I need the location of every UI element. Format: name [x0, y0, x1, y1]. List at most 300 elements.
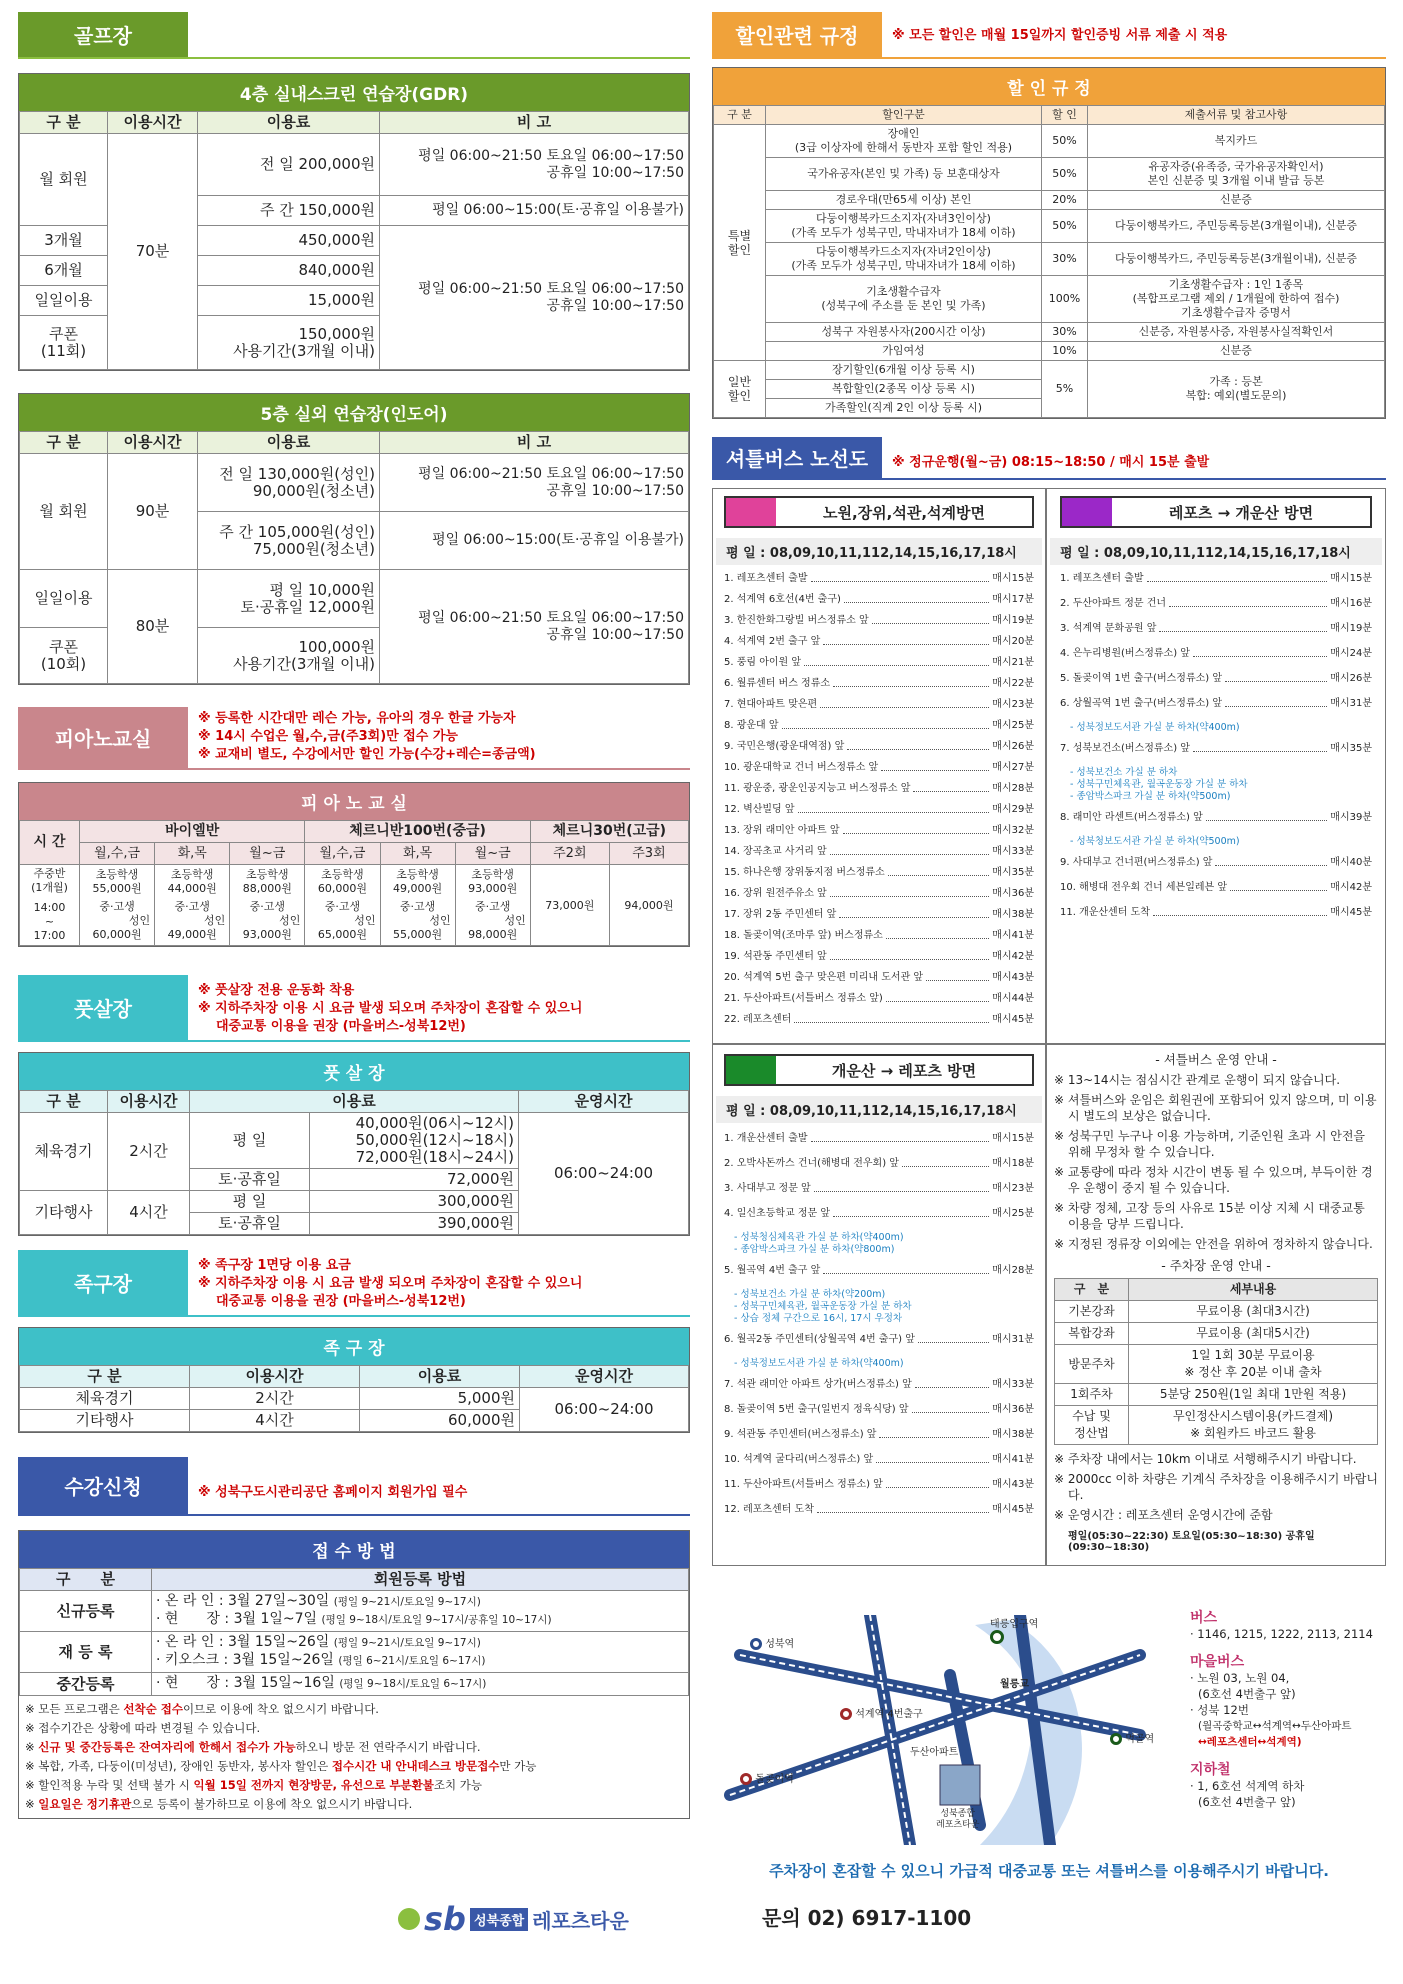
- piano-row-2: (1개월): [31, 881, 68, 894]
- route-stop: 6. 월류센터 버스 정류소 매시22분: [724, 678, 1034, 689]
- indoor-fee-day-b: 75,000원(청소년): [252, 539, 375, 558]
- discount-general-row: 가족할인(직계 2인 이상 등록 시): [714, 399, 1385, 418]
- piano-adv3: 94,000원: [609, 865, 688, 946]
- piano-price-cell: 초등학생 49,000원 중·고생 성인 55,000원: [380, 865, 455, 946]
- jokgu-note-1: ※ 족구장 1면당 이용 요금: [198, 1258, 351, 1273]
- gdr-note-b-a: 평일 06:00~21:50 토요일 06:00~17:50: [418, 280, 684, 297]
- gdr-h-time: 이용시간: [108, 112, 198, 134]
- signup-footnote: ※ 복합, 가족, 다둥이(미성년), 장애인 동반자, 봉사자 할인은 접수시간 내 안내데스크 방문접수만 가능: [25, 1759, 537, 1773]
- gdr-3m-fee: 450,000원: [198, 226, 380, 256]
- futsal-note-1: ※ 풋살장 전용 운동화 착용: [198, 983, 355, 998]
- jokgu-sports: 체육경기: [20, 1388, 190, 1410]
- piano-price-cell: 초등학생 60,000원 중·고생 성인 65,000원: [305, 865, 380, 946]
- map-label-2: 태릉입구역: [990, 1615, 1038, 1647]
- gdr-6m: 6개월: [20, 256, 108, 286]
- route2-title-box: [1060, 496, 1372, 528]
- piano-day-5: 화,목: [380, 843, 455, 865]
- jokgu-sports-time: 2시간: [190, 1388, 360, 1410]
- disc-h-type: 할인구분: [766, 106, 1042, 125]
- park-h-detail: 세부내용: [1129, 1279, 1378, 1301]
- jokgu-title: 족 구 장: [19, 1328, 689, 1365]
- route-stop: 9. 석관동 주민센터(버스정류소) 앞 매시38분: [724, 1429, 1034, 1440]
- map-label-4: 석계역 4번출구: [840, 1705, 923, 1720]
- sports-town-building-icon: [940, 1765, 980, 1805]
- futsal-title: 풋 살 장: [19, 1053, 689, 1090]
- route2-stop-list: [1060, 572, 1372, 931]
- route-stop: 1. 레포츠센터 출발 매시15분: [724, 573, 1034, 584]
- disc-h-docs: 제출서류 및 참고사항: [1088, 106, 1385, 125]
- route-stop: 11. 개운산센터 도착 매시45분: [1060, 907, 1372, 918]
- logo-brand: 성북종합: [470, 1908, 528, 1931]
- indoor-fee-all-b: 90,000원(청소년): [252, 481, 375, 500]
- route-stop: 9. 국민은행(광운대역점) 앞 매시26분: [724, 741, 1034, 752]
- gdr-note-day: 평일 06:00~15:00(토·공휴일 이용불가): [380, 196, 689, 226]
- route2-schedule: 평 일 : 08,09,10,11,112,14,15,16,17,18시: [1050, 538, 1382, 565]
- route-stop: 21. 두산아파트(서틀버스 정류소 앞) 매시44분: [724, 993, 1034, 1004]
- route-stop: 4. 석계역 2번 출구 앞 매시20분: [724, 636, 1034, 647]
- piano-day-8: 주3회: [609, 843, 688, 865]
- signup-table: [19, 1568, 689, 1696]
- jokgu-table-box: [18, 1327, 690, 1433]
- signup-section-header: [18, 1457, 690, 1516]
- disc-special: 특별 할인: [714, 125, 766, 361]
- route-stop: 10. 광운대학교 건너 버스정류소 앞 매시27분: [724, 762, 1034, 773]
- stop-note: - 성북청심체육관 가실 분 하차(약400m): [734, 1232, 904, 1243]
- piano-section-title: 피아노교실: [18, 707, 188, 768]
- piano-note-3: ※ 교재비 별도, 수강에서만 할인 가능(수강+레슨=종금액): [198, 747, 536, 762]
- futsal-holiday-fee: 72,000원: [310, 1169, 519, 1191]
- stop-note: - 종암박스파크 가실 분 하차(약500m): [1070, 791, 1231, 802]
- park-note: ※ 운영시간 : 레포츠센터 운영시간에 준함: [1054, 1508, 1273, 1522]
- indoor-time-80: 80분: [108, 570, 198, 684]
- route3-color-tag: [726, 1056, 776, 1084]
- signup-footnotes: [19, 1696, 689, 1818]
- piano-day-6: 월~금: [455, 843, 530, 865]
- piano-price-cell: 초등학생 55,000원 중·고생 성인 60,000원: [80, 865, 155, 946]
- stop-note: - 성북구민체육관, 월곡운동장 가실 분 하차: [1070, 779, 1248, 790]
- info-item: ※ 차량 정체, 고장 등의 사유로 15분 이상 지체 시 대중교통 이용을 당부 드립니다.: [1054, 1201, 1365, 1231]
- route-stop: 19. 석관동 주민센터 앞 매시42분: [724, 951, 1034, 962]
- stop-note: - 성북정보도서관 가실 분 하차(약400m): [1070, 722, 1240, 733]
- gdr-note-all-a: 평일 06:00~21:50 토요일 06:00~17:50: [418, 147, 684, 164]
- gdr-h-fee: 이용료: [198, 112, 380, 134]
- futsal-note-3: 대중교통 이용을 권장 (마을버스-성북12번): [216, 1019, 466, 1034]
- gdr-fee-day: 주 간 150,000원: [198, 196, 380, 226]
- map-label-6: 돌곶이역: [740, 1770, 794, 1785]
- transit-bus: · 1146, 1215, 1222, 2113, 2114: [1190, 1627, 1373, 1641]
- stop-note: - 성북구민체육관, 월곡운동장 가실 분 하차: [734, 1301, 912, 1312]
- park-hours: 평일(05:30~22:30) 토요일(05:30~18:30) 공휴일(09:30~18:30): [1068, 1531, 1315, 1553]
- signup-footnote: ※ 할인적용 누락 및 선택 불가 시 익월 15일 전까지 현장방문, 유선으로 부분환불조치 가능: [25, 1778, 482, 1792]
- route-stop: 2. 두산아파트 정문 건너 매시16분: [1060, 598, 1372, 609]
- map-label-8: 성북종합 레포츠타운: [936, 1809, 980, 1830]
- golf-section-header: [18, 12, 690, 59]
- route-stop: 22. 레포츠센터 매시45분: [724, 1014, 1034, 1025]
- route-stop: 8. 광운대 앞 매시25분: [724, 720, 1034, 731]
- route3-schedule: 평 일 : 08,09,10,11,112,14,15,16,17,18시: [716, 1096, 1042, 1123]
- signup-note: ※ 성북구도시관리공단 홈페이지 회원가입 필수: [198, 1485, 468, 1500]
- gdr-time: 70분: [108, 134, 198, 370]
- gdr-note-b-b: 공휴일 10:00~17:50: [546, 297, 684, 314]
- gdr-3m: 3개월: [20, 226, 108, 256]
- route1-color-tag: [726, 498, 776, 526]
- stop-note: - 상습 정체 구간으로 16시, 17시 우정차: [734, 1313, 903, 1324]
- signup-cat: 재 등 록: [20, 1632, 152, 1673]
- shuttle-area: [712, 488, 1386, 1568]
- park-notes: [1054, 1451, 1378, 1523]
- route-stop: 15. 하나은행 장위동지점 버스정류소 매시35분: [724, 867, 1034, 878]
- transit-maeul-2: (6호선 4번출구 앞): [1198, 1687, 1296, 1701]
- indoor-note-b-b: 공휴일 10:00~17:50: [546, 626, 684, 643]
- gdr-table: [19, 111, 689, 370]
- jokgu-hours: 06:00~24:00: [520, 1388, 689, 1432]
- discount-table-box: [712, 67, 1386, 419]
- piano-price-cell: 초등학생 44,000원 중·고생 성인 49,000원: [155, 865, 230, 946]
- route-stop: 3. 한진한화그랑빌 버스정류소 앞 매시19분: [724, 615, 1034, 626]
- discount-row: 국가유공자(본인 및 가족) 등 보훈대상자 50% 유공자증(유족증, 국가유공자확인서) 본인 신분증 및 3개월 이내 발급 등본: [714, 158, 1385, 191]
- signup-cat: 중간등록: [20, 1673, 152, 1696]
- route1-title-box: [724, 496, 1034, 528]
- stop-note: - 성북보건소 가실 분 하차: [1070, 767, 1178, 778]
- logo-mark-icon: [398, 1908, 420, 1930]
- route-stop: 3. 사대부고 정문 앞 매시23분: [724, 1183, 1034, 1194]
- route-stop: 16. 장위 원전주유소 앞 매시36분: [724, 888, 1034, 899]
- piano-h-beyer: 바이엘반: [80, 821, 305, 843]
- park-row: 방문주차 1일 1회 30분 무료이용 ※ 정산 후 20분 이내 출차: [1055, 1345, 1378, 1384]
- route-stop: 8. 돌곶이역 5번 출구(일번지 정육식당) 앞 매시36분: [724, 1404, 1034, 1415]
- futsal-note-2: ※ 지하주차장 이용 시 요금 발생 되오며 주차장이 혼잡할 수 있으니: [198, 1001, 583, 1016]
- indoor-title: 5층 실외 연습장(인도어): [19, 394, 689, 431]
- park-row: 복합강좌 무료이용 (최대5시간): [1055, 1323, 1378, 1345]
- piano-h-time: 시 간: [20, 821, 80, 865]
- jokgu-sports-fee: 5,000원: [360, 1388, 520, 1410]
- futsal-event: 기타행사: [20, 1191, 108, 1235]
- indoor-coupon-fee: 100,000원: [298, 637, 375, 656]
- piano-adv2: 73,000원: [530, 865, 609, 946]
- transit-subway-1: · 1, 6호선 석계역 하차: [1190, 1779, 1305, 1793]
- discount-row: 성북구 자원봉사자(200시간 이상) 30% 신분증, 자원봉사증, 자원봉사실적확인서: [714, 323, 1385, 342]
- park-note: ※ 2000cc 이하 차량은 기계식 주차장을 이용해주시기 바랍니다.: [1054, 1472, 1378, 1502]
- gdr-fee-all: 전 일 200,000원: [198, 134, 380, 196]
- signup-row: 재 등 록 · 온 라 인 : 3월 15일~26일 (평일 9~21시/토요일 9~17시) · 키오스크 : 3월 15일~26일 (평일 6~21시/토요일 6~17시): [20, 1632, 689, 1673]
- piano-row-4: ~: [44, 915, 55, 928]
- indoor-daily: 일일이용: [20, 570, 108, 628]
- route1-title: 노원,장위,석관,석계방면: [823, 503, 985, 522]
- route-stop: 14. 장곡초교 사거리 앞 매시33분: [724, 846, 1034, 857]
- gdr-6m-fee: 840,000원: [198, 256, 380, 286]
- stop-note: - 성북청보도서관 가실 분 하차(약500m): [1070, 836, 1240, 847]
- route-stop: 3. 석계역 문화공원 앞 매시19분: [1060, 623, 1372, 634]
- info-item: ※ 셔틀버스와 운임은 회원권에 포함되어 있지 않으며, 미 이용 시 별도의 보상은 없습니다.: [1054, 1093, 1377, 1123]
- disc-general: 일반 할인: [714, 361, 766, 418]
- transit-maeul-5: ↔레포츠센터↔석계역): [1198, 1736, 1302, 1748]
- jokgu-h-cat: 구 분: [20, 1366, 190, 1388]
- jokgu-h-hours: 운영시간: [520, 1366, 689, 1388]
- route-stop: 2. 석계역 6호선(4번 출구) 매시17분: [724, 594, 1034, 605]
- golf-section-title: 골프장: [18, 12, 188, 57]
- piano-row-1: 주중반: [33, 867, 66, 880]
- indoor-fee-all-a: 전 일 130,000원(성인): [219, 464, 375, 483]
- piano-h-czerny100: 체르니반100번(중급): [305, 821, 530, 843]
- location-map: [720, 1615, 1160, 1845]
- discount-row: 특별 할인 장애인 (3급 이상자에 한해서 동반자 포함 할인 적용) 50% 복지카드: [714, 125, 1385, 158]
- futsal-fee-2: 50,000원(12시~18시): [355, 1131, 514, 1149]
- discount-row: 다둥이행복카드소지자(자녀3인이상) (가족 모두가 성북구민, 막내자녀가 18세 이하) 50% 다둥이행복카드, 주민등록등본(3개월이내), 신분증: [714, 210, 1385, 243]
- indoor-daily-b: 토·공휴일 12,000원: [240, 597, 375, 616]
- route-stop: 1. 개운산센터 출발 매시15분: [724, 1133, 1034, 1144]
- map-label-1: 성북역: [750, 1635, 794, 1650]
- route-stop: 9. 사대부고 건너편(버스정류소) 앞 매시40분: [1060, 857, 1372, 868]
- piano-price-cell: 초등학생 93,000원 중·고생 성인 98,000원: [455, 865, 530, 946]
- info-item: ※ 성북구민 누구나 이용 가능하며, 기준인원 초과 시 안전을 위해 무정차 할 수 있습니다.: [1054, 1129, 1366, 1159]
- discount-general-row: 복합할인(2종목 이상 등록 시): [714, 380, 1385, 399]
- contact-phone: 문의 02) 6917-1100: [762, 1906, 972, 1930]
- signup-h-cat: 구 분: [20, 1569, 152, 1591]
- futsal-event-hol-fee: 390,000원: [310, 1213, 519, 1235]
- indoor-note-b-a: 평일 06:00~21:50 토요일 06:00~17:50: [418, 609, 684, 626]
- route2-color-tag: [1062, 498, 1112, 526]
- futsal-sports: 체육경기: [20, 1113, 108, 1191]
- discount-title: 할 인 규 정: [713, 68, 1385, 105]
- indoor-coupon-count: (10회): [40, 654, 87, 673]
- signup-row: 신규등록 · 온 라 인 : 3월 27일~30일 (평일 9~21시/토요일 9~17시) · 현 장 : 3월 1일~7일 (평일 9~18시/토요일 9~17시/공휴일 10~17시): [20, 1591, 689, 1632]
- discount-table: [713, 105, 1385, 418]
- indoor-table: [19, 431, 689, 684]
- park-table: [1054, 1278, 1378, 1445]
- route-stop: 7. 석관 래미안 아파트 상가(버스정류소) 앞 매시33분: [724, 1379, 1034, 1390]
- signup-row: 중간등록 · 현 장 : 3월 15일~16일 (평일 9~18시/토요일 6~17시): [20, 1673, 689, 1696]
- transit-subway-2: (6호선 4번출구 앞): [1198, 1795, 1296, 1809]
- piano-table: [19, 820, 689, 946]
- piano-section-header: [18, 707, 690, 770]
- futsal-event-time: 4시간: [108, 1191, 190, 1235]
- futsal-event-holiday: 토·공휴일: [190, 1213, 310, 1235]
- route-stop: 2. 오박사돈까스 건너(해병대 전우회) 앞 매시18분: [724, 1158, 1034, 1169]
- shuttle-section-header: [712, 437, 1386, 480]
- info-item: ※ 13~14시는 점심시간 관계로 운행이 되지 않습니다.: [1054, 1073, 1341, 1087]
- indoor-note-all-a: 평일 06:00~21:50 토요일 06:00~17:50: [418, 465, 684, 482]
- logo-text: sb: [424, 1900, 466, 1938]
- route-stop: 17. 장위 2동 주민센터 앞 매시38분: [724, 909, 1034, 920]
- transit-maeul-1: · 노원 03, 노원 04,: [1190, 1671, 1290, 1685]
- jokgu-section-title: 족구장: [18, 1250, 188, 1315]
- futsal-h-fee: 이용료: [190, 1091, 519, 1113]
- indoor-note-all-b: 공휴일 10:00~17:50: [546, 482, 684, 499]
- stop-note: - 종암박스파크 가실 분 하차(약800m): [734, 1244, 895, 1255]
- disc-h-cat: 구 분: [714, 106, 766, 125]
- route-stop: 7. 현대아파트 맞은편 매시23분: [724, 699, 1034, 710]
- futsal-sports-time: 2시간: [108, 1113, 190, 1191]
- map-label-7: 먹골역: [1110, 1730, 1154, 1745]
- park-h-cat: 구 분: [1055, 1279, 1129, 1301]
- signup-footnote: ※ 신규 및 중간등록은 잔여자리에 한해서 접수가 가능하오니 방문 전 연락주시기 바랍니다.: [25, 1740, 481, 1754]
- stop-note: - 성북정보도서관 가실 분 하차(약400m): [734, 1358, 904, 1369]
- discount-row: 가임여성 10% 신분증: [714, 342, 1385, 361]
- route-stop: 11. 두산아파트(서틀버스 정류소) 앞 매시43분: [724, 1479, 1034, 1490]
- futsal-section-title: 풋살장: [18, 975, 188, 1040]
- indoor-coupon-period: 사용기간(3개월 이내): [233, 654, 375, 673]
- futsal-table: [19, 1090, 689, 1235]
- logo-brand2: 레포츠타운: [532, 1908, 629, 1933]
- route-stop: 10. 해병대 전우회 건너 세븐일레븐 앞 매시42분: [1060, 882, 1372, 893]
- gdr-coupon-count: (11회): [40, 341, 87, 360]
- piano-note-2: ※ 14시 수업은 월,수,금(주3회)만 접수 가능: [198, 729, 458, 744]
- discount-general-row: 일반 할인 장기할인(6개월 이상 등록 시) 5% 가족 : 등본 복합: 예외(별도문의): [714, 361, 1385, 380]
- futsal-fee-3: 72,000원(18시~24시): [355, 1148, 514, 1166]
- futsal-event-wd-fee: 300,000원: [310, 1191, 519, 1213]
- jokgu-section-header: [18, 1250, 690, 1317]
- indoor-time-90: 90분: [108, 454, 198, 570]
- gdr-table-box: [18, 73, 690, 371]
- logo: [398, 1900, 629, 1938]
- indoor-h-time: 이용시간: [108, 432, 198, 454]
- gdr-coupon: 쿠폰: [49, 324, 78, 343]
- transit-info: [1190, 1610, 1386, 1810]
- discount-section-header: [712, 12, 1386, 59]
- futsal-fee-1: 40,000원(06시~12시): [355, 1114, 514, 1132]
- gdr-h-note: 비 고: [380, 112, 689, 134]
- route1-stop-list: [724, 572, 1034, 1034]
- gdr-daily-fee: 15,000원: [198, 286, 380, 316]
- futsal-holiday: 토·공휴일: [190, 1169, 310, 1191]
- indoor-daily-a: 평 일 10,000원: [269, 580, 375, 599]
- route2-title: 레포츠 → 개운산 방면: [1168, 503, 1314, 522]
- jokgu-event-time: 4시간: [190, 1410, 360, 1432]
- piano-price-cell: 초등학생 88,000원 중·고생 성인 93,000원: [230, 865, 305, 946]
- piano-day-2: 화,목: [155, 843, 230, 865]
- park-row: 수납 및 정산법 무인정산시스템이용(카드결제) ※ 회원카드 바코드 활용: [1055, 1406, 1378, 1445]
- futsal-hours: 06:00~24:00: [519, 1113, 689, 1235]
- transit-subway-heading: 지하철: [1190, 1762, 1231, 1778]
- signup-title: 접 수 방 법: [19, 1531, 689, 1568]
- piano-note-1: ※ 등록한 시간대만 레슨 가능, 유아의 경우 한글 가능자: [198, 711, 516, 726]
- info-title: - 셔틀버스 운영 안내 -: [1155, 1052, 1277, 1067]
- route-stop: 13. 장위 래미안 아파트 앞 매시32분: [724, 825, 1034, 836]
- info-item: ※ 교통량에 따라 정차 시간이 변동 될 수 있으며, 부득이한 경우 운행이 중지 될 수 있습니다.: [1054, 1165, 1373, 1195]
- route-stop: 4. 일신초등학교 정문 앞 매시25분: [724, 1208, 1034, 1219]
- map-label-5: 두산아파트: [910, 1747, 959, 1758]
- piano-day-1: 월,수,금: [80, 843, 155, 865]
- jokgu-event-fee: 60,000원: [360, 1410, 520, 1432]
- stop-note: - 성북보건소 가실 분 하차(약200m): [734, 1289, 886, 1300]
- indoor-h-note: 비 고: [380, 432, 689, 454]
- route-stop: 7. 성북보건소(버스정류소) 앞 매시35분: [1060, 743, 1372, 754]
- route-stop: 12. 레포츠센터 도착 매시45분: [724, 1504, 1034, 1515]
- route3-stop-list: [724, 1132, 1034, 1528]
- indoor-note-day: 평일 06:00~15:00(토·공휴일 이용불가): [380, 512, 689, 570]
- gdr-coupon-period: 사용기간(3개월 이내): [233, 341, 375, 360]
- route3-title: 개운산 → 레포츠 방면: [831, 1061, 977, 1080]
- info-item: ※ 지정된 정류장 이외에는 안전을 위하여 정차하지 않습니다.: [1054, 1237, 1373, 1251]
- discount-row: 경로우대(만65세 이상) 본인 20% 신분증: [714, 191, 1385, 210]
- park-title: - 주차장 운영 안내 -: [1161, 1258, 1271, 1273]
- shuttle-section-title: 셔틀버스 노선도: [712, 437, 882, 478]
- discount-row: 기초생활수급자 (성북구에 주소를 둔 본인 및 가족) 100% 기초생활수급자 : 1인 1종목 (복합프로그램 제외 / 1개월에 한하여 접수) 기초생활수급자 증명서: [714, 276, 1385, 323]
- route1-schedule: 평 일 : 08,09,10,11,112,14,15,16,17,18시: [716, 538, 1042, 565]
- indoor-monthly: 월 회원: [20, 454, 108, 570]
- futsal-h-hours: 운영시간: [519, 1091, 689, 1113]
- map-label-3: 월릉교: [1000, 1679, 1029, 1690]
- indoor-h-fee: 이용료: [198, 432, 380, 454]
- transit-maeul-heading: 마을버스: [1190, 1654, 1245, 1670]
- piano-day-3: 월~금: [230, 843, 305, 865]
- piano-row-5: 17:00: [33, 929, 66, 942]
- signup-section-title: 수강신청: [18, 1457, 188, 1514]
- indoor-coupon: 쿠폰: [49, 637, 78, 656]
- gdr-monthly: 월 회원: [20, 134, 108, 226]
- route-stop: 11. 광운중, 광운인공지능고 버스정류소 앞 매시28분: [724, 783, 1034, 794]
- jokgu-note-2: ※ 지하주차장 이용 시 요금 발생 되오며 주차장이 혼잡할 수 있으니: [198, 1276, 583, 1291]
- jokgu-note-3: 대중교통 이용을 권장 (마을버스-성북12번): [216, 1294, 466, 1309]
- piano-title: 피 아 노 교 실: [19, 783, 689, 820]
- signup-cat: 신규등록: [20, 1591, 152, 1632]
- indoor-table-box: [18, 393, 690, 685]
- piano-h-czerny30: 체르니30번(고급): [530, 821, 688, 843]
- route-stop: 1. 레포츠센터 출발 매시15분: [1060, 573, 1372, 584]
- indoor-fee-day-a: 주 간 105,000원(성인): [219, 522, 375, 541]
- signup-footnote: ※ 모든 프로그램은 선착순 접수이므로 이용에 착오 없으시기 바랍니다.: [25, 1702, 379, 1716]
- transit-bus-heading: 버스: [1190, 1610, 1218, 1626]
- futsal-h-time: 이용시간: [108, 1091, 190, 1113]
- route-stop: 4. 은누리병원(버스정류소) 앞 매시24분: [1060, 648, 1372, 659]
- gdr-note-all-b: 공휴일 10:00~17:50: [546, 164, 684, 181]
- gdr-daily: 일일이용: [20, 286, 108, 316]
- discount-section-title: 할인관련 규정: [712, 12, 882, 57]
- route-stop: 20. 석계역 5번 출구 맞은편 미리내 도서관 앞 매시43분: [724, 972, 1034, 983]
- gdr-title: 4층 실내스크린 연습장(GDR): [19, 74, 689, 111]
- gdr-h-cat: 구 분: [20, 112, 108, 134]
- signup-table-box: [18, 1530, 690, 1819]
- park-row: 1회주차 5분당 250원(1일 최대 1만원 적용): [1055, 1384, 1378, 1406]
- route-stop: 8. 래미안 라센트(버스정류소) 앞 매시39분: [1060, 812, 1372, 823]
- disc-h-rate: 할 인: [1042, 106, 1088, 125]
- route-stop: 12. 벽산빌딩 앞 매시29분: [724, 804, 1034, 815]
- gdr-coupon-fee: 150,000원: [298, 324, 375, 343]
- jokgu-event: 기타행사: [20, 1410, 190, 1432]
- futsal-event-weekday: 평 일: [190, 1191, 310, 1213]
- route-stop: 5. 풍림 아이원 앞 매시21분: [724, 657, 1034, 668]
- futsal-h-cat: 구 분: [20, 1091, 108, 1113]
- route-stop: 6. 월곡2동 주민센터(상월곡역 4번 출구) 앞 매시31분: [724, 1334, 1034, 1345]
- transit-bottom-note: 주차장이 혼잡할 수 있으니 가급적 대중교통 또는 셔틀버스를 이용해주시기 바랍니다.: [769, 1862, 1329, 1880]
- route-stop: 18. 돌곶이역(조마루 앞) 버스정류소 매시41분: [724, 930, 1034, 941]
- route-stop: 5. 월곡역 4번 출구 앞 매시28분: [724, 1265, 1034, 1276]
- route-stop: 6. 상월곡역 1번 출구(버스정류소) 앞 매시31분: [1060, 698, 1372, 709]
- signup-h-method: 회원등록 방법: [152, 1569, 689, 1591]
- info-list: [1054, 1072, 1378, 1252]
- piano-day-7: 주2회: [530, 843, 609, 865]
- piano-row-3: 14:00: [33, 901, 66, 914]
- route-stop: 5. 돌곶이역 1번 출구(버스정류소) 앞 매시26분: [1060, 673, 1372, 684]
- signup-footnote: ※ 일요일은 정기휴관으로 등록이 불가하므로 이용에 착오 없으시기 바랍니다.: [25, 1797, 413, 1811]
- route-stop: 10. 석계역 굴다리(버스정류소) 앞 매시41분: [724, 1454, 1034, 1465]
- transit-maeul-4: (월곡중학교↔석계역↔두산아파트: [1198, 1720, 1352, 1732]
- park-note: ※ 주차장 내에서는 10km 이내로 서행해주시기 바랍니다.: [1054, 1452, 1357, 1466]
- futsal-section-header: [18, 975, 690, 1042]
- discount-note: ※ 모든 할인은 매월 15일까지 할인증빙 서류 제출 시 적용: [892, 28, 1228, 43]
- jokgu-h-time: 이용시간: [190, 1366, 360, 1388]
- info-content: [1054, 1050, 1378, 1553]
- transit-maeul-3: · 성북 12번: [1190, 1703, 1249, 1717]
- piano-table-box: [18, 782, 690, 947]
- futsal-table-box: [18, 1052, 690, 1236]
- jokgu-h-fee: 이용료: [360, 1366, 520, 1388]
- indoor-h-cat: 구 분: [20, 432, 108, 454]
- signup-footnote: ※ 접수기간은 상황에 따라 변경될 수 있습니다.: [25, 1721, 261, 1735]
- jokgu-table: [19, 1365, 689, 1432]
- shuttle-note: ※ 정규운행(월~금) 08:15~18:50 / 매시 15분 출발: [892, 455, 1210, 470]
- discount-row: 다둥이행복카드소지자(자녀2인이상) (가족 모두가 성북구민, 막내자녀가 18세 이하) 30% 다둥이행복카드, 주민등록등본(3개월이내), 신분증: [714, 243, 1385, 276]
